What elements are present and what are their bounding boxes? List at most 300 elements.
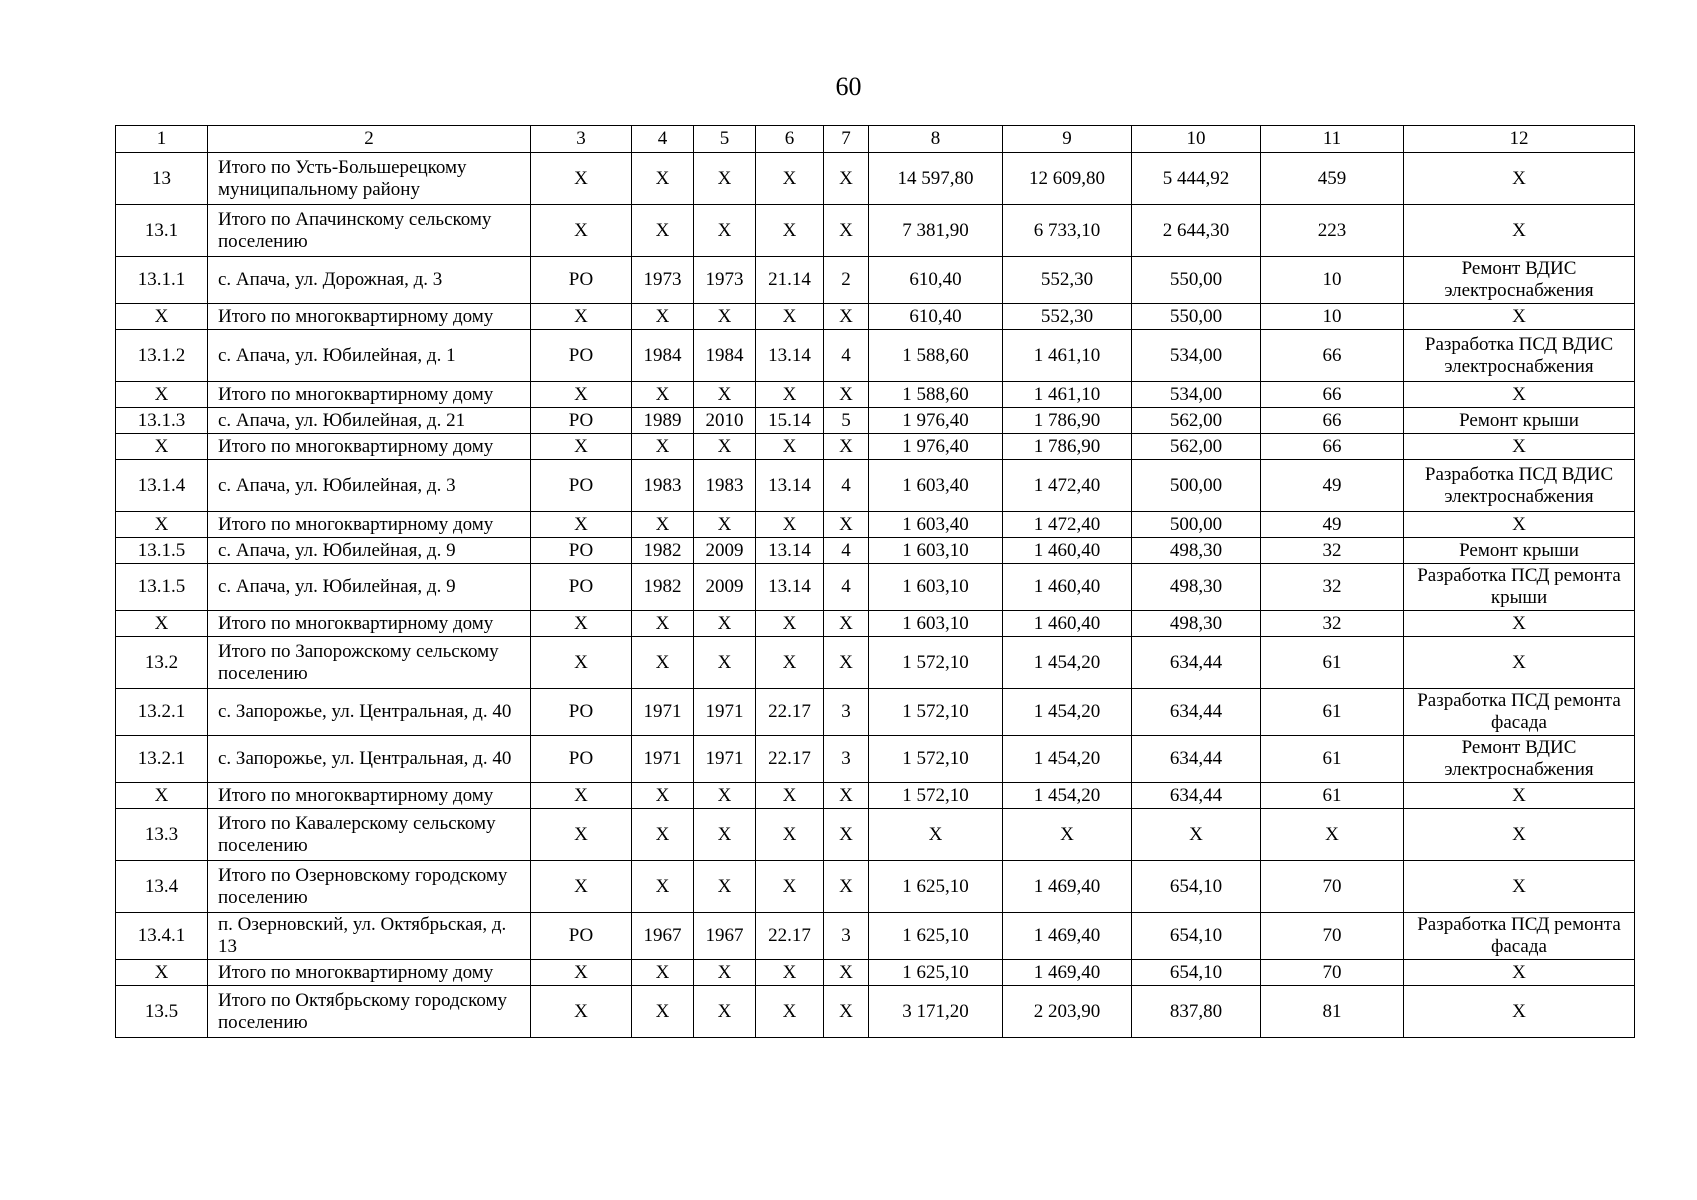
value-cell: 550,00 [1132,304,1261,330]
work-type-cell: Х [1404,382,1635,408]
address-cell: п. Озерновский, ул. Октябрьская, д. 13 [208,913,531,960]
work-type-cell: Х [1404,861,1635,913]
floors-cell: 4 [824,330,869,382]
column-number: 9 [1003,126,1132,153]
year-overhaul-cell: 1983 [694,460,756,512]
item-number-cell: Х [116,960,208,986]
year-built-cell: 1982 [632,538,694,564]
year-overhaul-cell: 1971 [694,736,756,783]
table-row [116,637,1635,689]
total-area-cell: 1 603,10 [869,564,1003,611]
total-area-cell: 610,40 [869,304,1003,330]
floors-cell: Х [824,611,869,637]
address-cell: с. Апача, ул. Юбилейная, д. 21 [208,408,531,434]
address-cell: Итого по многоквартирному дому [208,434,531,460]
year-built-cell: Х [632,153,694,205]
year-built-cell: Х [632,512,694,538]
year-overhaul-cell: 2009 [694,564,756,611]
floors-cell: 5 [824,408,869,434]
address-cell: Итого по Апачинскому сельскому поселению [208,205,531,257]
value-cell: 837,80 [1132,986,1261,1038]
residents-cell: 66 [1261,382,1404,408]
living-area-cell: 1 786,90 [1003,408,1132,434]
floors-cell: 3 [824,736,869,783]
table-row [116,809,1635,861]
table-row [116,408,1635,434]
residents-cell: 61 [1261,783,1404,809]
year-built-cell: 1967 [632,913,694,960]
address-cell: Итого по многоквартирному дому [208,382,531,408]
living-area-cell: 1 469,40 [1003,861,1132,913]
year-built-cell: 1983 [632,460,694,512]
address-cell: с. Апача, ул. Юбилейная, д. 3 [208,460,531,512]
value-cell: Х [1132,809,1261,861]
table-row [116,330,1635,382]
table-row [116,205,1635,257]
item-number-cell: Х [116,611,208,637]
year-built-cell: Х [632,861,694,913]
item-number-cell: 13.5 [116,986,208,1038]
item-number-cell: 13.1.5 [116,564,208,611]
table-row [116,736,1635,783]
living-area-cell: 552,30 [1003,257,1132,304]
floors-cell: Х [824,512,869,538]
work-type-cell: Х [1404,153,1635,205]
wall-code-cell: Х [756,153,824,205]
address-cell: с. Апача, ул. Дорожная, д. 3 [208,257,531,304]
work-type-cell: Х [1404,205,1635,257]
wall-code-cell: 13.14 [756,564,824,611]
table-row [116,689,1635,736]
living-area-cell: 552,30 [1003,304,1132,330]
item-number-cell: 13.1 [116,205,208,257]
floors-cell: Х [824,153,869,205]
item-number-cell: 13.3 [116,809,208,861]
year-overhaul-cell: 1984 [694,330,756,382]
wall-code-cell: Х [756,637,824,689]
year-overhaul-cell: 2010 [694,408,756,434]
residents-cell: 459 [1261,153,1404,205]
year-overhaul-cell: Х [694,783,756,809]
wall-code-cell: Х [756,205,824,257]
table-row [116,861,1635,913]
year-overhaul-cell: 1973 [694,257,756,304]
living-area-cell: 2 203,90 [1003,986,1132,1038]
residents-cell: 49 [1261,512,1404,538]
total-area-cell: 1 572,10 [869,736,1003,783]
table-row [116,538,1635,564]
type-cell: Х [531,809,632,861]
value-cell: 498,30 [1132,611,1261,637]
total-area-cell: 610,40 [869,257,1003,304]
column-number: 2 [208,126,531,153]
wall-code-cell: Х [756,434,824,460]
residents-cell: 49 [1261,460,1404,512]
type-cell: РО [531,408,632,434]
type-cell: Х [531,153,632,205]
address-cell: с. Апача, ул. Юбилейная, д. 9 [208,538,531,564]
floors-cell: Х [824,637,869,689]
residents-cell: 32 [1261,564,1404,611]
year-built-cell: Х [632,809,694,861]
item-number-cell: 13.4.1 [116,913,208,960]
work-type-cell: Х [1404,783,1635,809]
work-type-cell: Ремонт крыши [1404,408,1635,434]
year-built-cell: Х [632,382,694,408]
work-type-cell: Разработка ПСД ВДИС электроснабжения [1404,460,1635,512]
type-cell: Х [531,611,632,637]
floors-cell: Х [824,809,869,861]
work-type-cell: Разработка ПСД ремонта крыши [1404,564,1635,611]
total-area-cell: 1 976,40 [869,408,1003,434]
value-cell: 634,44 [1132,689,1261,736]
type-cell: РО [531,564,632,611]
type-cell: Х [531,986,632,1038]
wall-code-cell: 15.14 [756,408,824,434]
wall-code-cell: Х [756,611,824,637]
total-area-cell: 1 572,10 [869,783,1003,809]
year-built-cell: 1971 [632,689,694,736]
work-type-cell: Х [1404,611,1635,637]
living-area-cell: Х [1003,809,1132,861]
total-area-cell: 1 572,10 [869,689,1003,736]
residents-cell: 10 [1261,257,1404,304]
year-overhaul-cell: Х [694,960,756,986]
floors-cell: 3 [824,689,869,736]
type-cell: Х [531,512,632,538]
column-number: 1 [116,126,208,153]
year-overhaul-cell: Х [694,611,756,637]
floors-cell: 4 [824,564,869,611]
living-area-cell: 6 733,10 [1003,205,1132,257]
total-area-cell: 1 572,10 [869,637,1003,689]
page-number: 60 [835,72,862,101]
year-overhaul-cell: Х [694,304,756,330]
residents-cell: 61 [1261,637,1404,689]
year-overhaul-cell: Х [694,861,756,913]
address-cell: Итого по многоквартирному дому [208,304,531,330]
address-cell: с. Апача, ул. Юбилейная, д. 1 [208,330,531,382]
column-number: 7 [824,126,869,153]
living-area-cell: 1 469,40 [1003,913,1132,960]
type-cell: РО [531,538,632,564]
living-area-cell: 1 460,40 [1003,564,1132,611]
total-area-cell: 1 588,60 [869,330,1003,382]
address-cell: Итого по многоквартирному дому [208,960,531,986]
work-type-cell: Разработка ПСД ВДИС электроснабжения [1404,330,1635,382]
year-built-cell: 1982 [632,564,694,611]
residents-cell: 66 [1261,408,1404,434]
value-cell: 562,00 [1132,408,1261,434]
living-area-cell: 1 461,10 [1003,330,1132,382]
type-cell: Х [531,205,632,257]
year-overhaul-cell: Х [694,637,756,689]
column-number: 5 [694,126,756,153]
address-cell: Итого по многоквартирному дому [208,611,531,637]
total-area-cell: 1 603,40 [869,460,1003,512]
living-area-cell: 12 609,80 [1003,153,1132,205]
year-overhaul-cell: Х [694,382,756,408]
table-row [116,913,1635,960]
column-number: 3 [531,126,632,153]
column-number: 12 [1404,126,1635,153]
total-area-cell: 1 625,10 [869,960,1003,986]
living-area-cell: 1 460,40 [1003,611,1132,637]
address-cell: с. Апача, ул. Юбилейная, д. 9 [208,564,531,611]
address-cell: Итого по многоквартирному дому [208,783,531,809]
item-number-cell: 13.1.2 [116,330,208,382]
total-area-cell: 1 625,10 [869,861,1003,913]
value-cell: 5 444,92 [1132,153,1261,205]
living-area-cell: 1 461,10 [1003,382,1132,408]
address-cell: с. Запорожье, ул. Центральная, д. 40 [208,736,531,783]
item-number-cell: Х [116,382,208,408]
year-overhaul-cell: Х [694,512,756,538]
wall-code-cell: Х [756,382,824,408]
work-type-cell: Разработка ПСД ремонта фасада [1404,913,1635,960]
type-cell: РО [531,257,632,304]
wall-code-cell: Х [756,304,824,330]
value-cell: 634,44 [1132,783,1261,809]
wall-code-cell: 22.17 [756,913,824,960]
floors-cell: Х [824,434,869,460]
type-cell: РО [531,460,632,512]
table-row [116,382,1635,408]
value-cell: 654,10 [1132,861,1261,913]
floors-cell: Х [824,783,869,809]
year-built-cell: Х [632,205,694,257]
value-cell: 550,00 [1132,257,1261,304]
work-type-cell: Ремонт ВДИС электроснабжения [1404,257,1635,304]
total-area-cell: 1 603,40 [869,512,1003,538]
residents-cell: 66 [1261,330,1404,382]
table-row [116,986,1635,1038]
value-cell: 498,30 [1132,538,1261,564]
value-cell: 534,00 [1132,330,1261,382]
value-cell: 654,10 [1132,960,1261,986]
year-overhaul-cell: 2009 [694,538,756,564]
residents-cell: 66 [1261,434,1404,460]
residents-cell: 70 [1261,960,1404,986]
item-number-cell: 13.1.1 [116,257,208,304]
type-cell: РО [531,689,632,736]
residents-cell: 10 [1261,304,1404,330]
year-built-cell: Х [632,434,694,460]
work-type-cell: Х [1404,304,1635,330]
floors-cell: Х [824,960,869,986]
year-built-cell: Х [632,960,694,986]
wall-code-cell: Х [756,861,824,913]
wall-code-cell: Х [756,512,824,538]
total-area-cell: 7 381,90 [869,205,1003,257]
item-number-cell: 13 [116,153,208,205]
address-cell: Итого по Октябрьскому городскому поселению [208,986,531,1038]
value-cell: 654,10 [1132,913,1261,960]
wall-code-cell: Х [756,809,824,861]
address-cell: Итого по многоквартирному дому [208,512,531,538]
type-cell: Х [531,304,632,330]
table-header [116,126,1635,153]
total-area-cell: Х [869,809,1003,861]
year-built-cell: 1984 [632,330,694,382]
living-area-cell: 1 454,20 [1003,689,1132,736]
work-type-cell: Х [1404,986,1635,1038]
floors-cell: 4 [824,460,869,512]
living-area-cell: 1 454,20 [1003,637,1132,689]
table-row [116,257,1635,304]
year-built-cell: Х [632,986,694,1038]
wall-code-cell: Х [756,783,824,809]
living-area-cell: 1 472,40 [1003,460,1132,512]
work-type-cell: Х [1404,512,1635,538]
type-cell: Х [531,783,632,809]
value-cell: 634,44 [1132,736,1261,783]
address-cell: с. Запорожье, ул. Центральная, д. 40 [208,689,531,736]
table-row [116,512,1635,538]
wall-code-cell: Х [756,986,824,1038]
total-area-cell: 1 588,60 [869,382,1003,408]
living-area-cell: 1 454,20 [1003,783,1132,809]
item-number-cell: Х [116,434,208,460]
work-type-cell: Х [1404,637,1635,689]
table-row [116,611,1635,637]
item-number-cell: 13.4 [116,861,208,913]
type-cell: Х [531,637,632,689]
item-number-cell: 13.2 [116,637,208,689]
living-area-cell: 1 454,20 [1003,736,1132,783]
value-cell: 634,44 [1132,637,1261,689]
column-number: 6 [756,126,824,153]
floors-cell: Х [824,986,869,1038]
work-type-cell: Х [1404,809,1635,861]
total-area-cell: 14 597,80 [869,153,1003,205]
repair-program-table [115,125,1635,1038]
address-cell: Итого по Озерновскому городскому поселению [208,861,531,913]
total-area-cell: 3 171,20 [869,986,1003,1038]
value-cell: 500,00 [1132,460,1261,512]
year-overhaul-cell: Х [694,153,756,205]
wall-code-cell: 13.14 [756,460,824,512]
wall-code-cell: 13.14 [756,538,824,564]
residents-cell: Х [1261,809,1404,861]
floors-cell: 4 [824,538,869,564]
living-area-cell: 1 786,90 [1003,434,1132,460]
year-overhaul-cell: 1971 [694,689,756,736]
table-row [116,783,1635,809]
year-overhaul-cell: Х [694,986,756,1038]
year-built-cell: Х [632,304,694,330]
value-cell: 534,00 [1132,382,1261,408]
year-built-cell: Х [632,611,694,637]
residents-cell: 70 [1261,913,1404,960]
year-overhaul-cell: Х [694,809,756,861]
table-row [116,304,1635,330]
value-cell: 2 644,30 [1132,205,1261,257]
year-built-cell: Х [632,783,694,809]
work-type-cell: Ремонт крыши [1404,538,1635,564]
year-built-cell: Х [632,637,694,689]
type-cell: РО [531,736,632,783]
wall-code-cell: 22.17 [756,689,824,736]
total-area-cell: 1 603,10 [869,611,1003,637]
table-row [116,153,1635,205]
floors-cell: Х [824,304,869,330]
column-number: 4 [632,126,694,153]
residents-cell: 61 [1261,736,1404,783]
year-overhaul-cell: 1967 [694,913,756,960]
wall-code-cell: 13.14 [756,330,824,382]
floors-cell: Х [824,861,869,913]
column-number: 8 [869,126,1003,153]
residents-cell: 32 [1261,538,1404,564]
table-body [116,153,1635,1038]
living-area-cell: 1 472,40 [1003,512,1132,538]
work-type-cell: Разработка ПСД ремонта фасада [1404,689,1635,736]
work-type-cell: Х [1404,434,1635,460]
floors-cell: Х [824,382,869,408]
total-area-cell: 1 625,10 [869,913,1003,960]
table-row [116,960,1635,986]
item-number-cell: Х [116,783,208,809]
item-number-cell: 13.1.4 [116,460,208,512]
residents-cell: 61 [1261,689,1404,736]
wall-code-cell: 22.17 [756,736,824,783]
floors-cell: Х [824,205,869,257]
column-number: 10 [1132,126,1261,153]
wall-code-cell: 21.14 [756,257,824,304]
work-type-cell: Х [1404,960,1635,986]
residents-cell: 223 [1261,205,1404,257]
residents-cell: 81 [1261,986,1404,1038]
item-number-cell: Х [116,304,208,330]
table-row [116,434,1635,460]
living-area-cell: 1 460,40 [1003,538,1132,564]
address-cell: Итого по Запорожскому сельскому поселению [208,637,531,689]
type-cell: Х [531,434,632,460]
type-cell: РО [531,330,632,382]
address-cell: Итого по Кавалерскому сельскому поселению [208,809,531,861]
floors-cell: 3 [824,913,869,960]
type-cell: РО [531,913,632,960]
type-cell: Х [531,960,632,986]
type-cell: Х [531,382,632,408]
wall-code-cell: Х [756,960,824,986]
address-cell: Итого по Усть-Большерецкому муниципальному району [208,153,531,205]
type-cell: Х [531,861,632,913]
table-row [116,460,1635,512]
year-overhaul-cell: Х [694,205,756,257]
year-built-cell: 1971 [632,736,694,783]
column-number: 11 [1261,126,1404,153]
total-area-cell: 1 603,10 [869,538,1003,564]
value-cell: 500,00 [1132,512,1261,538]
residents-cell: 70 [1261,861,1404,913]
work-type-cell: Ремонт ВДИС электроснабжения [1404,736,1635,783]
table-row [116,564,1635,611]
item-number-cell: 13.1.5 [116,538,208,564]
year-built-cell: 1973 [632,257,694,304]
total-area-cell: 1 976,40 [869,434,1003,460]
year-overhaul-cell: Х [694,434,756,460]
residents-cell: 32 [1261,611,1404,637]
year-built-cell: 1989 [632,408,694,434]
item-number-cell: 13.1.3 [116,408,208,434]
item-number-cell: 13.2.1 [116,689,208,736]
value-cell: 498,30 [1132,564,1261,611]
item-number-cell: 13.2.1 [116,736,208,783]
item-number-cell: Х [116,512,208,538]
living-area-cell: 1 469,40 [1003,960,1132,986]
